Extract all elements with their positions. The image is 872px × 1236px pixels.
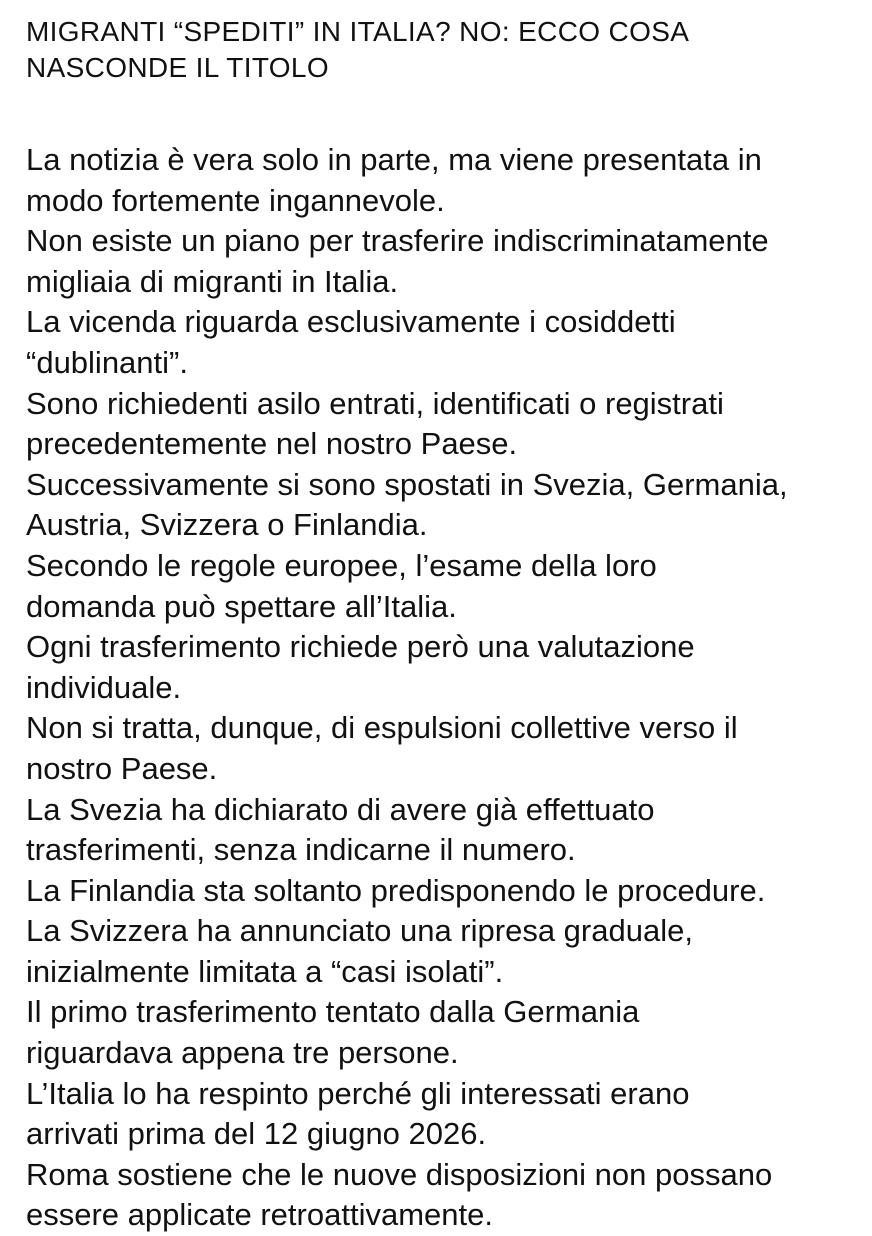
note-body-line: La Svezia ha dichiarato di avere già effettuato xyxy=(26,791,655,827)
note-body-line: Secondo le regole europee, l’esame della loro xyxy=(26,547,657,583)
note-body-line: modo fortemente ingannevole. xyxy=(26,182,445,218)
note-body-line: precedentemente nel nostro Paese. xyxy=(26,426,518,462)
note-document xyxy=(26,14,862,1236)
note-body-line: domanda può spettare all’Italia. xyxy=(26,588,457,624)
note-body-line: trasferimenti, senza indicarne il numero. xyxy=(26,832,576,868)
note-body-line: migliaia di migranti in Italia. xyxy=(26,263,399,299)
note-body-line: inizialmente limitata a “casi isolati”. xyxy=(26,953,504,989)
note-body-line: nostro Paese. xyxy=(26,750,218,786)
note-body-line: arrivati prima del 12 giugno 2026. xyxy=(26,1116,487,1152)
note-body-line: essere applicate retroattivamente. xyxy=(26,1197,493,1233)
note-body-line: individuale. xyxy=(26,669,182,705)
paragraph-spacer xyxy=(26,86,862,140)
note-body-line: La vicenda riguarda esclusivamente i cosiddetti xyxy=(26,304,676,340)
note-body-line: Il primo trasferimento tentato dalla Germania xyxy=(26,994,640,1030)
note-body-line: Ogni trasferimento richiede però una valutazione xyxy=(26,629,695,665)
note-body xyxy=(26,140,862,1236)
note-body-line: Non si tratta, dunque, di espulsioni collettive verso il xyxy=(26,710,738,746)
note-body-line: riguardava appena tre persone. xyxy=(26,1035,459,1071)
note-title-line: NASCONDE IL TITOLO xyxy=(26,52,329,83)
note-body-line: La notizia è vera solo in parte, ma viene presentata in xyxy=(26,142,762,177)
note-body-line: Roma sostiene che le nuove disposizioni non possano xyxy=(26,1156,773,1192)
note-body-line: “dublinanti”. xyxy=(26,344,188,380)
note-title xyxy=(26,14,862,86)
note-body-line: La Svizzera ha annunciato una ripresa graduale, xyxy=(26,913,693,949)
note-body-line: L’Italia lo ha respinto perché gli interessati erano xyxy=(26,1075,690,1111)
note-body-line: La Finlandia sta soltanto predisponendo le procedure. xyxy=(26,872,766,908)
note-body-line: Sono richiedenti asilo entrati, identificati o registrati xyxy=(26,385,724,421)
note-body-line: Non esiste un piano per trasferire indiscriminatamente xyxy=(26,223,769,259)
note-body-line: Successivamente si sono spostati in Svezia, Germania, xyxy=(26,466,788,502)
note-title-line: MIGRANTI “SPEDITI” IN ITALIA? NO: ECCO COSA xyxy=(26,16,690,47)
note-body-line: Austria, Svizzera o Finlandia. xyxy=(26,507,428,543)
